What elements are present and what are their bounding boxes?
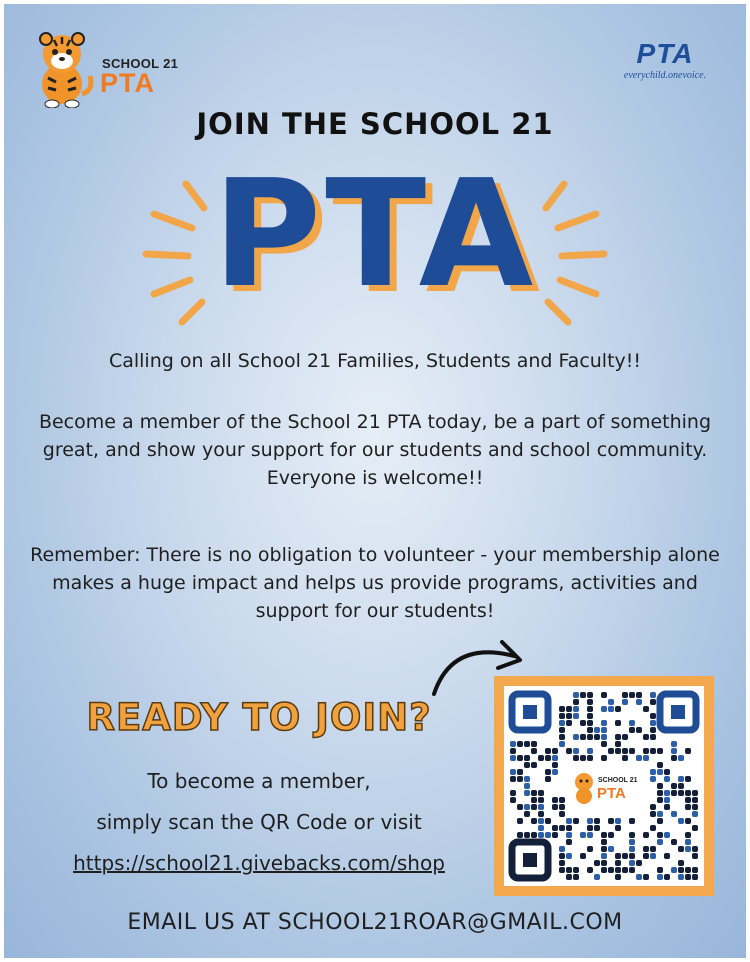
national-pta-tagline: everychild.onevoice. (623, 70, 707, 81)
qr-module (671, 811, 677, 817)
qr-module (552, 825, 558, 831)
signup-link[interactable]: https://school21.givebacks.com/shop (73, 851, 445, 875)
qr-module (650, 720, 656, 726)
qr-module (629, 860, 635, 866)
qr-center-school: SCHOOL 21 (598, 777, 638, 784)
qr-module (601, 846, 607, 852)
qr-module (517, 755, 523, 761)
qr-module (643, 832, 649, 838)
qr-module (524, 755, 530, 761)
qr-module (587, 748, 593, 754)
qr-module (524, 762, 530, 768)
qr-module (629, 853, 635, 859)
qr-module (573, 734, 579, 740)
qr-module (552, 762, 558, 768)
qr-module (594, 874, 600, 880)
qr-module (664, 853, 670, 859)
big-pta-title: PTA (212, 148, 538, 320)
qr-module (664, 790, 670, 796)
qr-module (559, 867, 565, 873)
qr-module (524, 776, 530, 782)
qr-module (650, 846, 656, 852)
qr-module (692, 825, 698, 831)
qr-module (692, 790, 698, 796)
qr-module (608, 706, 614, 712)
qr-module (650, 804, 656, 810)
qr-module (671, 755, 677, 761)
qr-module (566, 720, 572, 726)
qr-module (601, 734, 607, 740)
qr-module (657, 748, 663, 754)
qr-module (573, 818, 579, 824)
qr-module (559, 825, 565, 831)
qr-module (678, 790, 684, 796)
qr-module (685, 832, 691, 838)
qr-module (510, 755, 516, 761)
qr-module (538, 818, 544, 824)
qr-module (510, 776, 516, 782)
qr-module (580, 692, 586, 698)
qr-module (566, 874, 572, 880)
national-pta-logo (600, 40, 730, 100)
qr-module (629, 727, 635, 733)
qr-module (552, 832, 558, 838)
qr-module (622, 853, 628, 859)
qr-module (629, 720, 635, 726)
qr-module (629, 846, 635, 852)
qr-module (664, 797, 670, 803)
qr-module (587, 713, 593, 719)
qr-module (587, 832, 593, 838)
qr-module (517, 776, 523, 782)
qr-module (601, 832, 607, 838)
qr-module (685, 790, 691, 796)
qr-module (678, 776, 684, 782)
qr-module (601, 839, 607, 845)
qr-module (692, 853, 698, 859)
qr-module (580, 755, 586, 761)
qr-code-icon (504, 686, 704, 886)
qr-module (531, 804, 537, 810)
qr-module (566, 748, 572, 754)
qr-module (594, 727, 600, 733)
qr-module (552, 804, 558, 810)
qr-module (664, 832, 670, 838)
qr-module (643, 755, 649, 761)
qr-module (594, 818, 600, 824)
qr-module (531, 797, 537, 803)
qr-module (622, 734, 628, 740)
qr-module (552, 797, 558, 803)
qr-module (678, 755, 684, 761)
qr-module (615, 825, 621, 831)
qr-module (587, 825, 593, 831)
qr-module (643, 853, 649, 859)
qr-module (615, 874, 621, 880)
qr-module (573, 748, 579, 754)
qr-module (559, 846, 565, 852)
qr-module (650, 713, 656, 719)
qr-module (594, 825, 600, 831)
qr-module (524, 790, 530, 796)
qr-module (615, 748, 621, 754)
qr-module (587, 727, 593, 733)
qr-module (566, 818, 572, 824)
qr-module (587, 846, 593, 852)
qr-module (566, 853, 572, 859)
qr-module (615, 867, 621, 873)
qr-module (587, 720, 593, 726)
volunteer-note: Remember: There is no obligation to volunteer - your membership alone makes a huge impact and helps us provide programs, activities and support for our students! (30, 544, 720, 622)
qr-module (587, 692, 593, 698)
qr-module (692, 867, 698, 873)
qr-module (657, 811, 663, 817)
qr-module (692, 804, 698, 810)
qr-code-frame[interactable] (494, 676, 714, 896)
qr-module (629, 839, 635, 845)
qr-module (615, 720, 621, 726)
qr-module (566, 839, 572, 845)
qr-module (510, 741, 516, 747)
qr-module (664, 769, 670, 775)
qr-module (636, 860, 642, 866)
qr-module (601, 720, 607, 726)
qr-module (685, 839, 691, 845)
logo-pta-text: PTA (100, 68, 155, 98)
qr-module (601, 755, 607, 761)
qr-module (608, 818, 614, 824)
qr-module (545, 818, 551, 824)
qr-module (538, 804, 544, 810)
qr-module (559, 797, 565, 803)
qr-module (622, 692, 628, 698)
flyer (4, 4, 746, 958)
qr-module (538, 825, 544, 831)
qr-module (601, 741, 607, 747)
qr-module (531, 832, 537, 838)
headline: JOIN THE SCHOOL 21 (196, 107, 554, 141)
qr-module (573, 874, 579, 880)
qr-module (531, 762, 537, 768)
join-instruction-line1: To become a member, (147, 769, 371, 793)
qr-module (587, 699, 593, 705)
qr-module (650, 748, 656, 754)
qr-module (643, 734, 649, 740)
qr-module (636, 874, 642, 880)
qr-module (657, 867, 663, 873)
qr-module (545, 776, 551, 782)
qr-module (552, 748, 558, 754)
qr-module (538, 790, 544, 796)
qr-module (573, 706, 579, 712)
qr-module (538, 811, 544, 817)
tiger-icon (26, 28, 96, 108)
qr-module (559, 853, 565, 859)
qr-module (615, 860, 621, 866)
qr-module (531, 790, 537, 796)
qr-module (545, 755, 551, 761)
qr-module (650, 699, 656, 705)
qr-module (629, 867, 635, 873)
qr-module (559, 804, 565, 810)
qr-module (517, 769, 523, 775)
join-instruction-line2: simply scan the QR Code or visit (96, 810, 422, 834)
ready-to-join-heading: READY TO JOIN? (86, 696, 432, 739)
qr-module (678, 860, 684, 866)
qr-module (643, 706, 649, 712)
qr-module (573, 867, 579, 873)
qr-module (615, 818, 621, 824)
qr-module (566, 713, 572, 719)
qr-module (580, 734, 586, 740)
qr-module (664, 874, 670, 880)
qr-module (678, 783, 684, 789)
qr-module (531, 741, 537, 747)
national-pta-text: PTA (636, 38, 694, 69)
qr-module (650, 825, 656, 831)
qr-module (657, 769, 663, 775)
qr-module (587, 867, 593, 873)
qr-module (510, 790, 516, 796)
qr-module (510, 769, 516, 775)
qr-module (559, 720, 565, 726)
qr-module (538, 755, 544, 761)
qr-module (636, 699, 642, 705)
qr-module (678, 867, 684, 873)
qr-module (594, 734, 600, 740)
qr-module (685, 874, 691, 880)
qr-module (678, 846, 684, 852)
qr-module (524, 832, 530, 838)
qr-module (643, 846, 649, 852)
qr-module (622, 755, 628, 761)
qr-module (615, 741, 621, 747)
qr-module (657, 762, 663, 768)
qr-module (657, 832, 663, 838)
qr-module (629, 692, 635, 698)
qr-module (657, 797, 663, 803)
qr-module (692, 846, 698, 852)
qr-module (650, 727, 656, 733)
qr-module (657, 790, 663, 796)
qr-module (636, 692, 642, 698)
qr-module (559, 706, 565, 712)
qr-module (545, 832, 551, 838)
qr-module (552, 755, 558, 761)
qr-module (671, 867, 677, 873)
qr-module (587, 755, 593, 761)
qr-module (559, 727, 565, 733)
qr-module (601, 692, 607, 698)
qr-module (615, 706, 621, 712)
qr-module (566, 706, 572, 712)
qr-module (573, 699, 579, 705)
qr-module (559, 734, 565, 740)
school21-pta-logo (26, 28, 186, 108)
qr-module (524, 783, 530, 789)
qr-code[interactable] (504, 686, 704, 886)
qr-module (629, 818, 635, 824)
qr-module (608, 867, 614, 873)
qr-module (510, 748, 516, 754)
qr-module (685, 846, 691, 852)
qr-module (657, 839, 663, 845)
qr-module (622, 699, 628, 705)
qr-module (531, 818, 537, 824)
qr-module (692, 811, 698, 817)
qr-module (685, 804, 691, 810)
qr-module (517, 832, 523, 838)
qr-module (566, 867, 572, 873)
qr-module (552, 769, 558, 775)
membership-text: Become a member of the School 21 PTA today, be a part of something great, and show your support for our students and school community. Everyone is welcome!! (38, 411, 712, 489)
qr-module (573, 755, 579, 761)
qr-module (601, 706, 607, 712)
qr-module (615, 853, 621, 859)
qr-module (608, 699, 614, 705)
qr-module (601, 867, 607, 873)
qr-module (517, 804, 523, 810)
intro-text: Calling on all School 21 Families, Students and Faculty!! (108, 350, 642, 372)
qr-module (566, 825, 572, 831)
qr-module (559, 741, 565, 747)
qr-module (580, 832, 586, 838)
qr-module (559, 713, 565, 719)
qr-module (692, 797, 698, 803)
qr-module (622, 867, 628, 873)
qr-module (685, 776, 691, 782)
qr-module (566, 832, 572, 838)
qr-module (608, 832, 614, 838)
qr-module (608, 846, 614, 852)
qr-module (587, 734, 593, 740)
qr-module (685, 818, 691, 824)
qr-module (517, 818, 523, 824)
qr-module (657, 874, 663, 880)
qr-module (545, 769, 551, 775)
qr-module (671, 783, 677, 789)
qr-module (678, 874, 684, 880)
qr-module (664, 776, 670, 782)
qr-module (636, 727, 642, 733)
qr-module (601, 853, 607, 859)
qr-module (524, 811, 530, 817)
qr-module (559, 811, 565, 817)
qr-module (643, 748, 649, 754)
qr-module (636, 755, 642, 761)
qr-module (685, 748, 691, 754)
qr-module (692, 874, 698, 880)
qr-module (664, 804, 670, 810)
qr-module (657, 818, 663, 824)
qr-module (587, 818, 593, 824)
logo-school-text: SCHOOL 21 (102, 56, 179, 71)
qr-module (538, 832, 544, 838)
qr-module (510, 797, 516, 803)
qr-module (678, 818, 684, 824)
qr-module (573, 692, 579, 698)
qr-module (685, 867, 691, 873)
qr-module (671, 839, 677, 845)
qr-module (524, 741, 530, 747)
qr-module (580, 720, 586, 726)
qr-module (531, 748, 537, 754)
qr-module (615, 734, 621, 740)
qr-module (594, 860, 600, 866)
qr-module (685, 797, 691, 803)
qr-module (650, 811, 656, 817)
qr-module (629, 832, 635, 838)
qr-module (517, 741, 523, 747)
qr-module (650, 692, 656, 698)
qr-module (671, 741, 677, 747)
contact-email: EMAIL US AT SCHOOL21ROAR@GMAIL.COM (127, 910, 623, 935)
qr-module (671, 790, 677, 796)
big-title-area (4, 146, 746, 336)
qr-module (629, 748, 635, 754)
qr-module (650, 853, 656, 859)
qr-module (538, 797, 544, 803)
qr-module (608, 748, 614, 754)
qr-module (671, 748, 677, 754)
qr-module (587, 706, 593, 712)
qr-center-pta: PTA (597, 785, 626, 802)
qr-module (657, 783, 663, 789)
qr-module (559, 860, 565, 866)
qr-module (601, 727, 607, 733)
qr-module (650, 769, 656, 775)
qr-module (545, 748, 551, 754)
qr-module (573, 713, 579, 719)
qr-module (650, 734, 656, 740)
qr-module (650, 776, 656, 782)
qr-module (601, 860, 607, 866)
qr-module (580, 853, 586, 859)
qr-module (622, 748, 628, 754)
qr-module (643, 874, 649, 880)
qr-module (524, 804, 530, 810)
